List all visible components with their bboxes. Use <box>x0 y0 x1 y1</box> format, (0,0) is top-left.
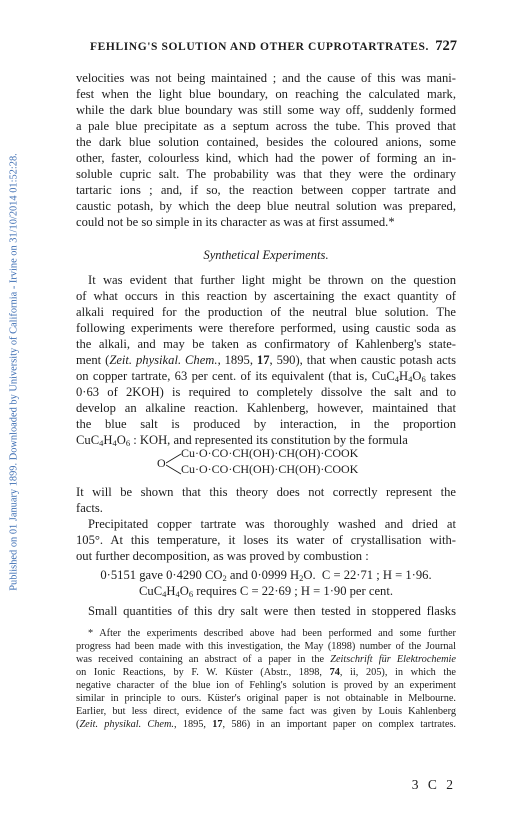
upper-branch: Cu·O·CO·CH(OH)·CH(OH)·COOK <box>181 446 359 460</box>
subscript: 4 <box>408 374 413 384</box>
journal-name: Zeitschrift für Elektrochemie <box>330 654 456 665</box>
text-run: , 1895, <box>174 719 213 730</box>
body-line: Precipitated copper tartrate was thoroughly washed and dried at <box>88 517 456 531</box>
text-run: , 590), that when caustic potash acts <box>269 353 457 367</box>
subscript: 2 <box>222 573 227 583</box>
text-run: O <box>116 433 126 447</box>
structural-formula <box>155 446 395 480</box>
text-run: ment ( <box>76 353 110 367</box>
running-header <box>90 37 457 59</box>
lower-branch: Cu·O·CO·CH(OH)·CH(OH)·COOK <box>181 462 359 476</box>
body-line: other, faster, colourless kind, which had the power of forming an in- <box>76 151 456 165</box>
text-run: was received containing an abstract of a paper in the <box>76 654 331 665</box>
analysis-found <box>76 567 456 583</box>
footnote-line: similar in principle to ours. Küster's original paper is not obtainable in Melbourne. <box>76 693 456 704</box>
subscript: 4 <box>99 438 104 448</box>
body-line: Small quantities of this dry salt were then tested in stoppered flasks <box>88 604 456 618</box>
body-line: It was evident that further light might be thrown on the question <box>88 273 456 287</box>
text-run: , 586) in an important paper on complex tartrates. <box>222 719 456 730</box>
text-run: H <box>103 433 113 447</box>
body-line: the alkali, and may be taken as confirmatory of Kahlenberg's state- <box>76 337 456 351</box>
signature-mark: 3 C 2 <box>411 777 456 792</box>
body-line: following experiments were therefore performed, using caustic soda as <box>76 321 456 335</box>
subscript: 6 <box>421 374 426 384</box>
footnote-line <box>76 666 456 679</box>
body-line: could not be so simple in its character as was at first assumed.* <box>76 215 395 229</box>
subscript: 4 <box>394 374 400 384</box>
running-title: FEHLING'S SOLUTION AND OTHER CUPROTARTRATES. <box>90 41 429 53</box>
text-run: on Ionic Reactions, by F. W. Küster (Abstr., 1898, <box>76 667 330 678</box>
body-line: tartaric ions ; and, if so, the reaction between copper tartrate and <box>76 183 456 197</box>
text-run: CuC <box>76 433 100 447</box>
body-line: facts. <box>76 501 103 515</box>
body-line: the blue salt is produced by interaction, in the proportion <box>76 417 456 431</box>
subscript: 4 <box>112 438 117 448</box>
text-run: ( <box>76 719 80 730</box>
subscript: 4 <box>162 589 167 599</box>
section-heading: Synthetical Experiments. <box>203 248 329 262</box>
body-line: velocities was not being maintained ; and the cause of this was mani- <box>76 71 456 85</box>
footnote-line <box>76 653 456 666</box>
body-line: 105°. At this temperature, it loses its water of crystallisation with- <box>76 533 456 547</box>
body-line: out further decomposition, as was proved by combustion : <box>76 549 369 563</box>
text-run: requires C = 22·69 ; H = 1·90 per cent. <box>193 584 393 598</box>
download-watermark <box>2 62 26 682</box>
volume-number: 17 <box>256 353 270 367</box>
body-line: fest when the light blue boundary, on reaching the calculated mark, <box>76 87 456 101</box>
subscript: 4 <box>175 589 180 599</box>
oxygen-atom: O <box>157 456 166 470</box>
journal-name: Zeit. physikal. Chem. <box>79 719 174 730</box>
page-number: 727 <box>435 38 457 54</box>
body-line: soluble cupric salt. The probability was that they were the ordinary <box>76 167 456 181</box>
text-run: , ii, 205), in which the <box>339 667 456 678</box>
volume-number: 74 <box>329 667 340 678</box>
text-run: , 1895, <box>217 353 257 367</box>
footnote-line: * After the experiments described above had been performed and some further <box>88 628 456 639</box>
download-watermark-text: Published on 01 January 1899. Downloaded by University of California - Irvine on 31/10/2014 01:52:28. <box>8 153 20 591</box>
subscript: 6 <box>188 589 194 599</box>
footnote-line: progress had been made with this investigation, the May (1898) number of the Journal <box>76 641 456 652</box>
analysis-required <box>76 583 456 599</box>
text-run: H <box>166 584 176 598</box>
body-line: a pale blue precipitate as a septum across the tube. This proved that <box>76 119 456 133</box>
body-line: alkali required for the production of the neutral blue solution. The <box>76 305 456 319</box>
body-line: develop an alkaline reaction. Kahlenberg, however, maintained that <box>76 401 456 415</box>
text-run: O <box>179 584 189 598</box>
footnote-line <box>76 718 456 731</box>
body-line: of what occurs in this reaction by ascertaining the exact quantity of <box>76 289 456 303</box>
body-line: It will be shown that this theory does not correctly represent the <box>76 485 456 499</box>
body-line: 0·63 of 2KOH) is required to completely dissolve the salt and to <box>76 385 456 399</box>
footnote-line: Earlier, but less direct, evidence of the same fact was given by Louis Kahlenberg <box>76 706 456 717</box>
text-run: O <box>412 369 422 383</box>
text-run: and 0·0999 H <box>226 568 300 582</box>
text-run: CuC <box>139 584 163 598</box>
text-run: H <box>399 369 409 383</box>
text-run: takes <box>425 369 456 383</box>
body-line: caustic potash, by which the deep blue neutral solution was prepared, <box>76 199 456 213</box>
text-run: on copper tartrate, 63 per cent. of its equivalent (that is, CuC <box>76 369 395 383</box>
body-line: the dark blue solution contained, besides the coloured anions, some <box>76 135 456 149</box>
body-line-formula <box>76 368 456 384</box>
text-run: 0·5151 gave 0·4290 CO <box>100 568 223 582</box>
subscript: 2 <box>299 573 304 583</box>
volume-number: 17 <box>212 719 223 730</box>
text-run: : KOH, and represented its constitution by the formula <box>130 433 408 447</box>
text-run: O. C = 22·71 ; H = 1·96. <box>303 568 432 582</box>
bond-lines <box>166 452 182 476</box>
journal-name: Zeit. physikal. Chem. <box>109 353 218 367</box>
subscript: 6 <box>125 438 131 448</box>
body-line-citation <box>76 352 456 368</box>
footnote-line: negative character of the blue ion of Fehling's solution is proved by an experiment <box>76 680 456 691</box>
body-line: while the dark blue boundary was still some way off, suddenly formed <box>76 103 456 117</box>
